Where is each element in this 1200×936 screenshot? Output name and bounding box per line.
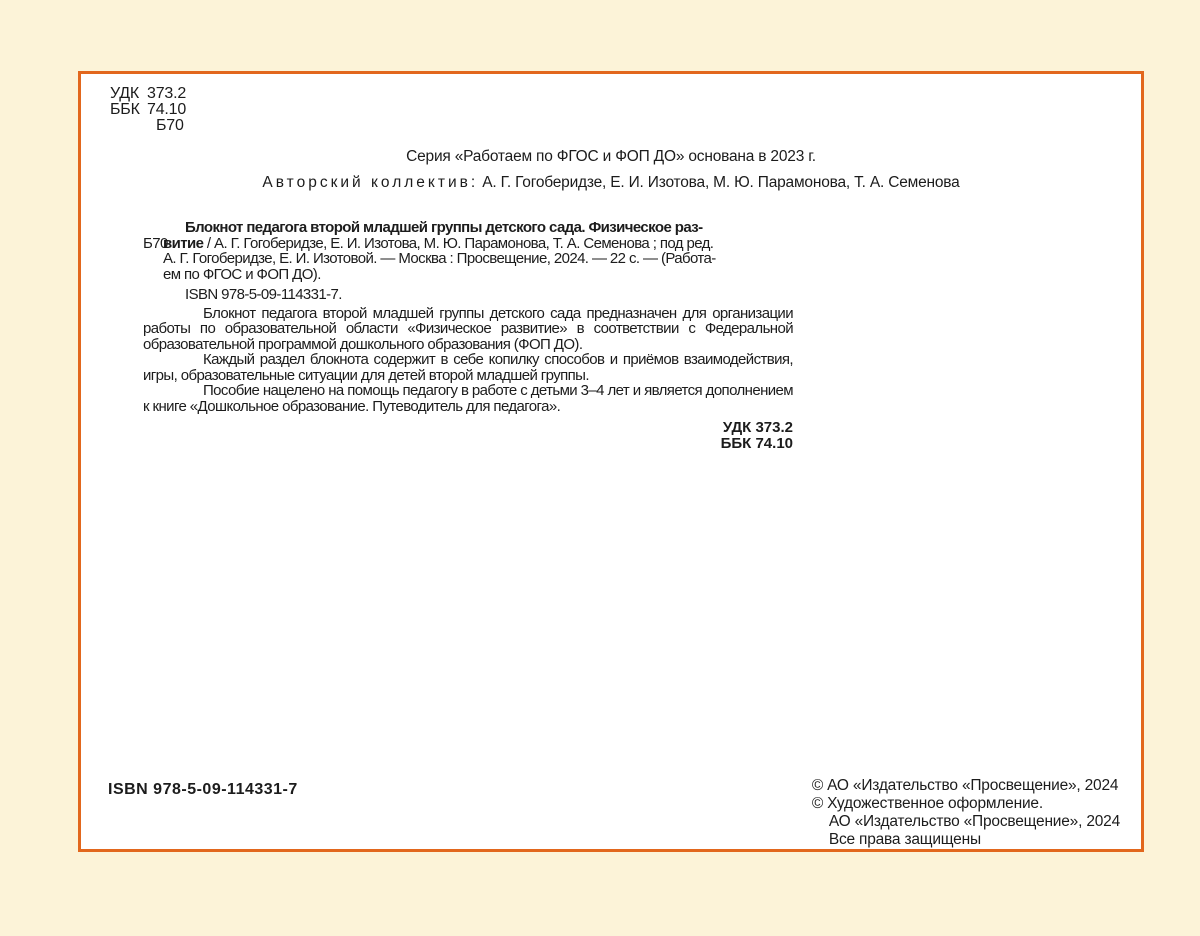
annotation-paragraph: Каждый раздел блокнота содержит в себе копилку способов и приёмов взаимодействия, игры, образовательные ситуации для детей второй младшей группы. (143, 351, 793, 384)
footer-isbn: ISBN 978-5-09-114331-7 (108, 781, 298, 798)
authors-line (81, 174, 1141, 192)
entry-title-line-2: витие / А. Г. Гогоберидзе, Е. И. Изотова, М. Ю. Парамонова, Т. А. Семенова ; под ред. (163, 234, 714, 252)
bbk-code-bold: ББК 74.10 (720, 435, 793, 452)
bbk-row (110, 102, 186, 118)
entry-imprint-line: А. Г. Гогоберидзе, Е. И. Изотовой. — Москва : Просвещение, 2024. — 22 с. — (Работа- (163, 250, 716, 267)
copyright-line: Все права защищены (828, 831, 981, 848)
udk-row (110, 86, 186, 102)
author-sign-row (110, 118, 186, 134)
book-imprint-page (78, 71, 1144, 852)
series-note: Серия «Работаем по ФГОС и ФОП ДО» основана в 2023 г. (406, 148, 816, 165)
author-sign-value: Б70 (156, 117, 184, 134)
copyright-line: АО «Издательство «Просвещение», 2024 (828, 813, 1120, 830)
udk-label: УДК (110, 85, 140, 102)
copyright-block (812, 777, 1120, 849)
authors-intro: Авторский коллектив: (262, 174, 479, 191)
annotation-paragraph: Пособие нацелено на помощь педагогу в работе с детьми 3–4 лет и является дополнением к книге «Дошкольное образование. Путеводитель для педагога». (143, 382, 793, 415)
entry-title-line-1: Блокнот педагога второй младшей группы детского сада. Физическое раз- (185, 219, 703, 236)
classification-codes-top (110, 86, 186, 134)
entry-author-sign: Б70 (143, 234, 168, 252)
catalog-text-column (143, 220, 793, 452)
udk-code-bold: УДК 373.2 (722, 419, 793, 436)
catalog-entry (143, 219, 793, 303)
series-block (81, 148, 1141, 192)
copyright-line: © Художественное оформление. (811, 795, 1043, 812)
entry-series-line: ем по ФГОС и ФОП ДО). (163, 265, 321, 283)
udk-value: 373.2 (147, 85, 187, 102)
entry-isbn: ISBN 978-5-09-114331-7. (185, 286, 342, 303)
classification-codes-right (143, 420, 793, 452)
bbk-label: ББК (110, 101, 140, 118)
annotation-paragraph: Блокнот педагога второй младшей группы детского сада предназначен для организации работы по образовательной области «Физическое развитие» в соответствии с Федеральной образовательной программой дошкольного образования (ФОП ДО). (143, 304, 793, 353)
bbk-value: 74.10 (147, 101, 187, 118)
copyright-line: © АО «Издательство «Просвещение», 2024 (811, 777, 1119, 794)
authors-names: А. Г. Гогоберидзе, Е. И. Изотова, М. Ю. Парамонова, Т. А. Семенова (478, 174, 960, 191)
